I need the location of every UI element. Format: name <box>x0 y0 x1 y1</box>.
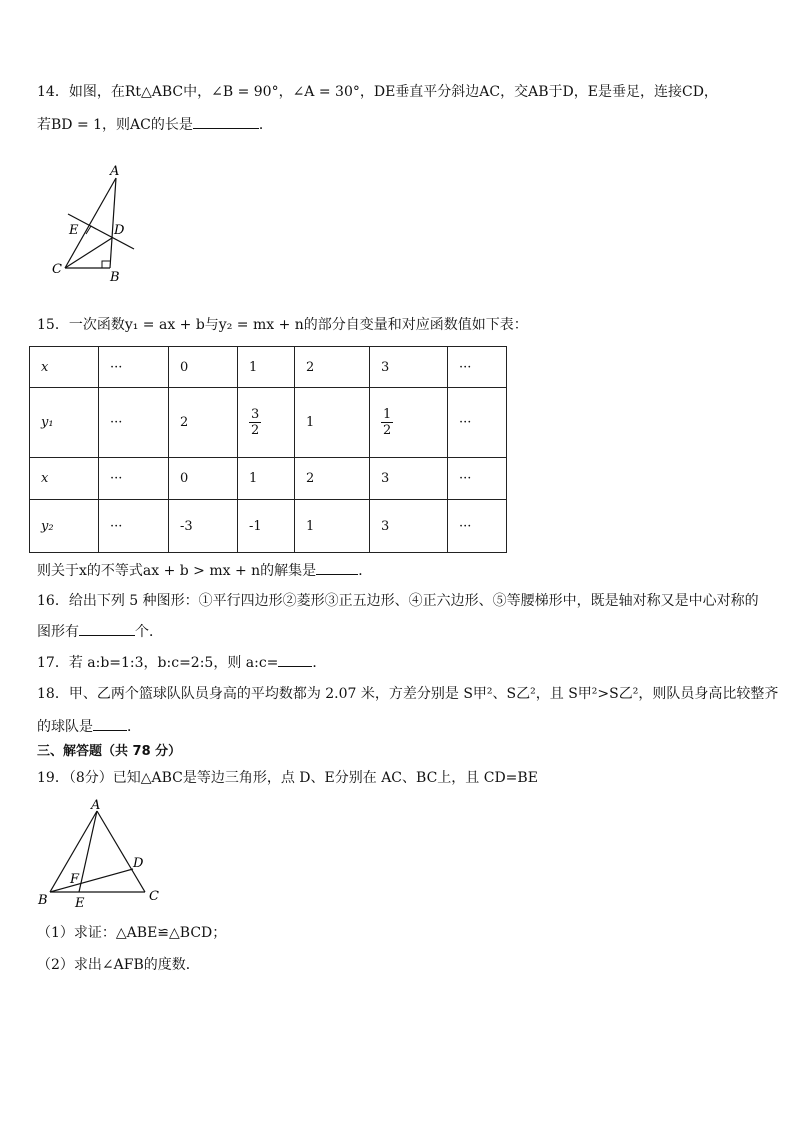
q15-question-text: 则关于x的不等式ax + b > mx + n的解集是 <box>37 563 317 579</box>
q18-answer-blank[interactable] <box>93 716 127 731</box>
segment-bd <box>50 869 133 892</box>
segment-cd <box>65 238 112 268</box>
label-a: A <box>91 798 101 813</box>
table-cell: 1 <box>238 458 295 500</box>
table-cell: ··· <box>448 458 507 500</box>
q15-question-end: ． <box>358 563 373 579</box>
label-a: A <box>110 164 120 179</box>
table-cell: -1 <box>238 500 295 553</box>
q17-answer-blank[interactable] <box>278 652 312 667</box>
right-angle-mark-b <box>102 261 110 268</box>
table-cell-fraction <box>238 388 295 458</box>
fraction-numerator: 1 <box>383 407 392 422</box>
table-cell: ··· <box>448 388 507 458</box>
q14-line1: 14．如图，在Rt△ABC中，∠B = 90°，∠A = 30°，DE垂直平分斜边AC，交AB于D，E是垂足，连接CD， <box>37 84 718 100</box>
table-row <box>30 500 507 553</box>
label-f: F <box>70 872 80 887</box>
table-cell: ··· <box>99 388 169 458</box>
q18-line1: 18．甲、乙两个篮球队队员身高的平均数都为 2.07 米，方差分别是 S甲²、S乙²，且 S甲²>S乙²，则队员身高比较整齐 <box>37 686 779 702</box>
q14-line2-text: 若BD = 1，则AC的长是 <box>37 117 193 133</box>
table-row <box>30 347 507 388</box>
table-cell-fraction <box>370 388 448 458</box>
label-d: D <box>133 856 144 871</box>
label-e: E <box>69 223 79 238</box>
table-cell: 3 <box>370 458 448 500</box>
table-cell: 1 <box>238 347 295 388</box>
fraction-denominator: 2 <box>383 423 392 438</box>
segment-ac <box>97 811 145 892</box>
q15-intro: 15．一次函数y₁ = ax + b与y₂ = mx + n的部分自变量和对应函数值如下表： <box>37 317 528 333</box>
q15-value-table <box>29 346 507 553</box>
table-cell: 3 <box>370 500 448 553</box>
q17-line <box>37 652 326 673</box>
q18-line2-end: ． <box>127 719 141 735</box>
q14-line2-end: ． <box>258 117 273 133</box>
table-cell: 0 <box>169 458 238 500</box>
row-head: y₂ <box>30 500 99 553</box>
fraction-denominator: 2 <box>251 423 260 438</box>
q14-answer-blank[interactable] <box>193 114 259 129</box>
q18-line2 <box>37 716 141 737</box>
table-cell: 0 <box>169 347 238 388</box>
label-b: B <box>38 893 48 908</box>
q18-line2-text: 的球队是 <box>37 719 93 735</box>
fraction-three-halves <box>249 407 261 438</box>
q16-line2-text: 图形有 <box>37 624 79 640</box>
q15-question <box>37 560 372 581</box>
table-cell: ··· <box>448 347 507 388</box>
section-title: 三、解答题（共 78 分） <box>37 744 182 759</box>
q16-answer-blank[interactable] <box>79 621 135 636</box>
q19-triangle-figure <box>36 798 166 913</box>
table-row <box>30 458 507 500</box>
q14-triangle-figure <box>50 160 150 285</box>
table-cell: 3 <box>370 347 448 388</box>
q19-part1: （1）求证：△ABE≌△BCD； <box>37 925 227 941</box>
fraction-numerator: 3 <box>251 407 260 422</box>
row-head: y₁ <box>30 388 99 458</box>
label-b: B <box>110 270 120 285</box>
fraction-one-half <box>381 407 393 438</box>
row-head: x <box>30 458 99 500</box>
table-cell: 2 <box>295 458 370 500</box>
q17-end: ． <box>312 655 327 671</box>
table-cell: ··· <box>448 500 507 553</box>
table-cell: 2 <box>295 347 370 388</box>
q19-stem: 19．（8分）已知△ABC是等边三角形，点 D、E分别在 AC、BC上，且 CD=BE <box>37 770 538 786</box>
label-c: C <box>52 262 62 277</box>
q16-line2 <box>37 621 163 642</box>
q15-answer-blank[interactable] <box>316 560 358 575</box>
q19-part2: （2）求出∠AFB的度数． <box>37 957 200 973</box>
label-c: C <box>149 889 159 904</box>
table-cell: -3 <box>169 500 238 553</box>
table-cell: ··· <box>99 458 169 500</box>
q16-line2-end: 个． <box>135 624 163 640</box>
table-cell: 2 <box>169 388 238 458</box>
row-head: x <box>30 347 99 388</box>
table-cell: 1 <box>295 500 370 553</box>
table-row <box>30 388 507 458</box>
label-e: E <box>75 896 85 911</box>
table-cell: 1 <box>295 388 370 458</box>
q16-line1: 16．给出下列 5 种图形：①平行四边形②菱形③正五边形、④正六边形、⑤等腰梯形中，既是轴对称又是中心对称的 <box>37 593 759 609</box>
table-cell: ··· <box>99 500 169 553</box>
q17-text: 17．若 a:b=1:3，b:c=2:5，则 a:c= <box>37 655 279 671</box>
label-d: D <box>114 223 125 238</box>
table-cell: ··· <box>99 347 169 388</box>
q14-line2 <box>37 114 273 135</box>
